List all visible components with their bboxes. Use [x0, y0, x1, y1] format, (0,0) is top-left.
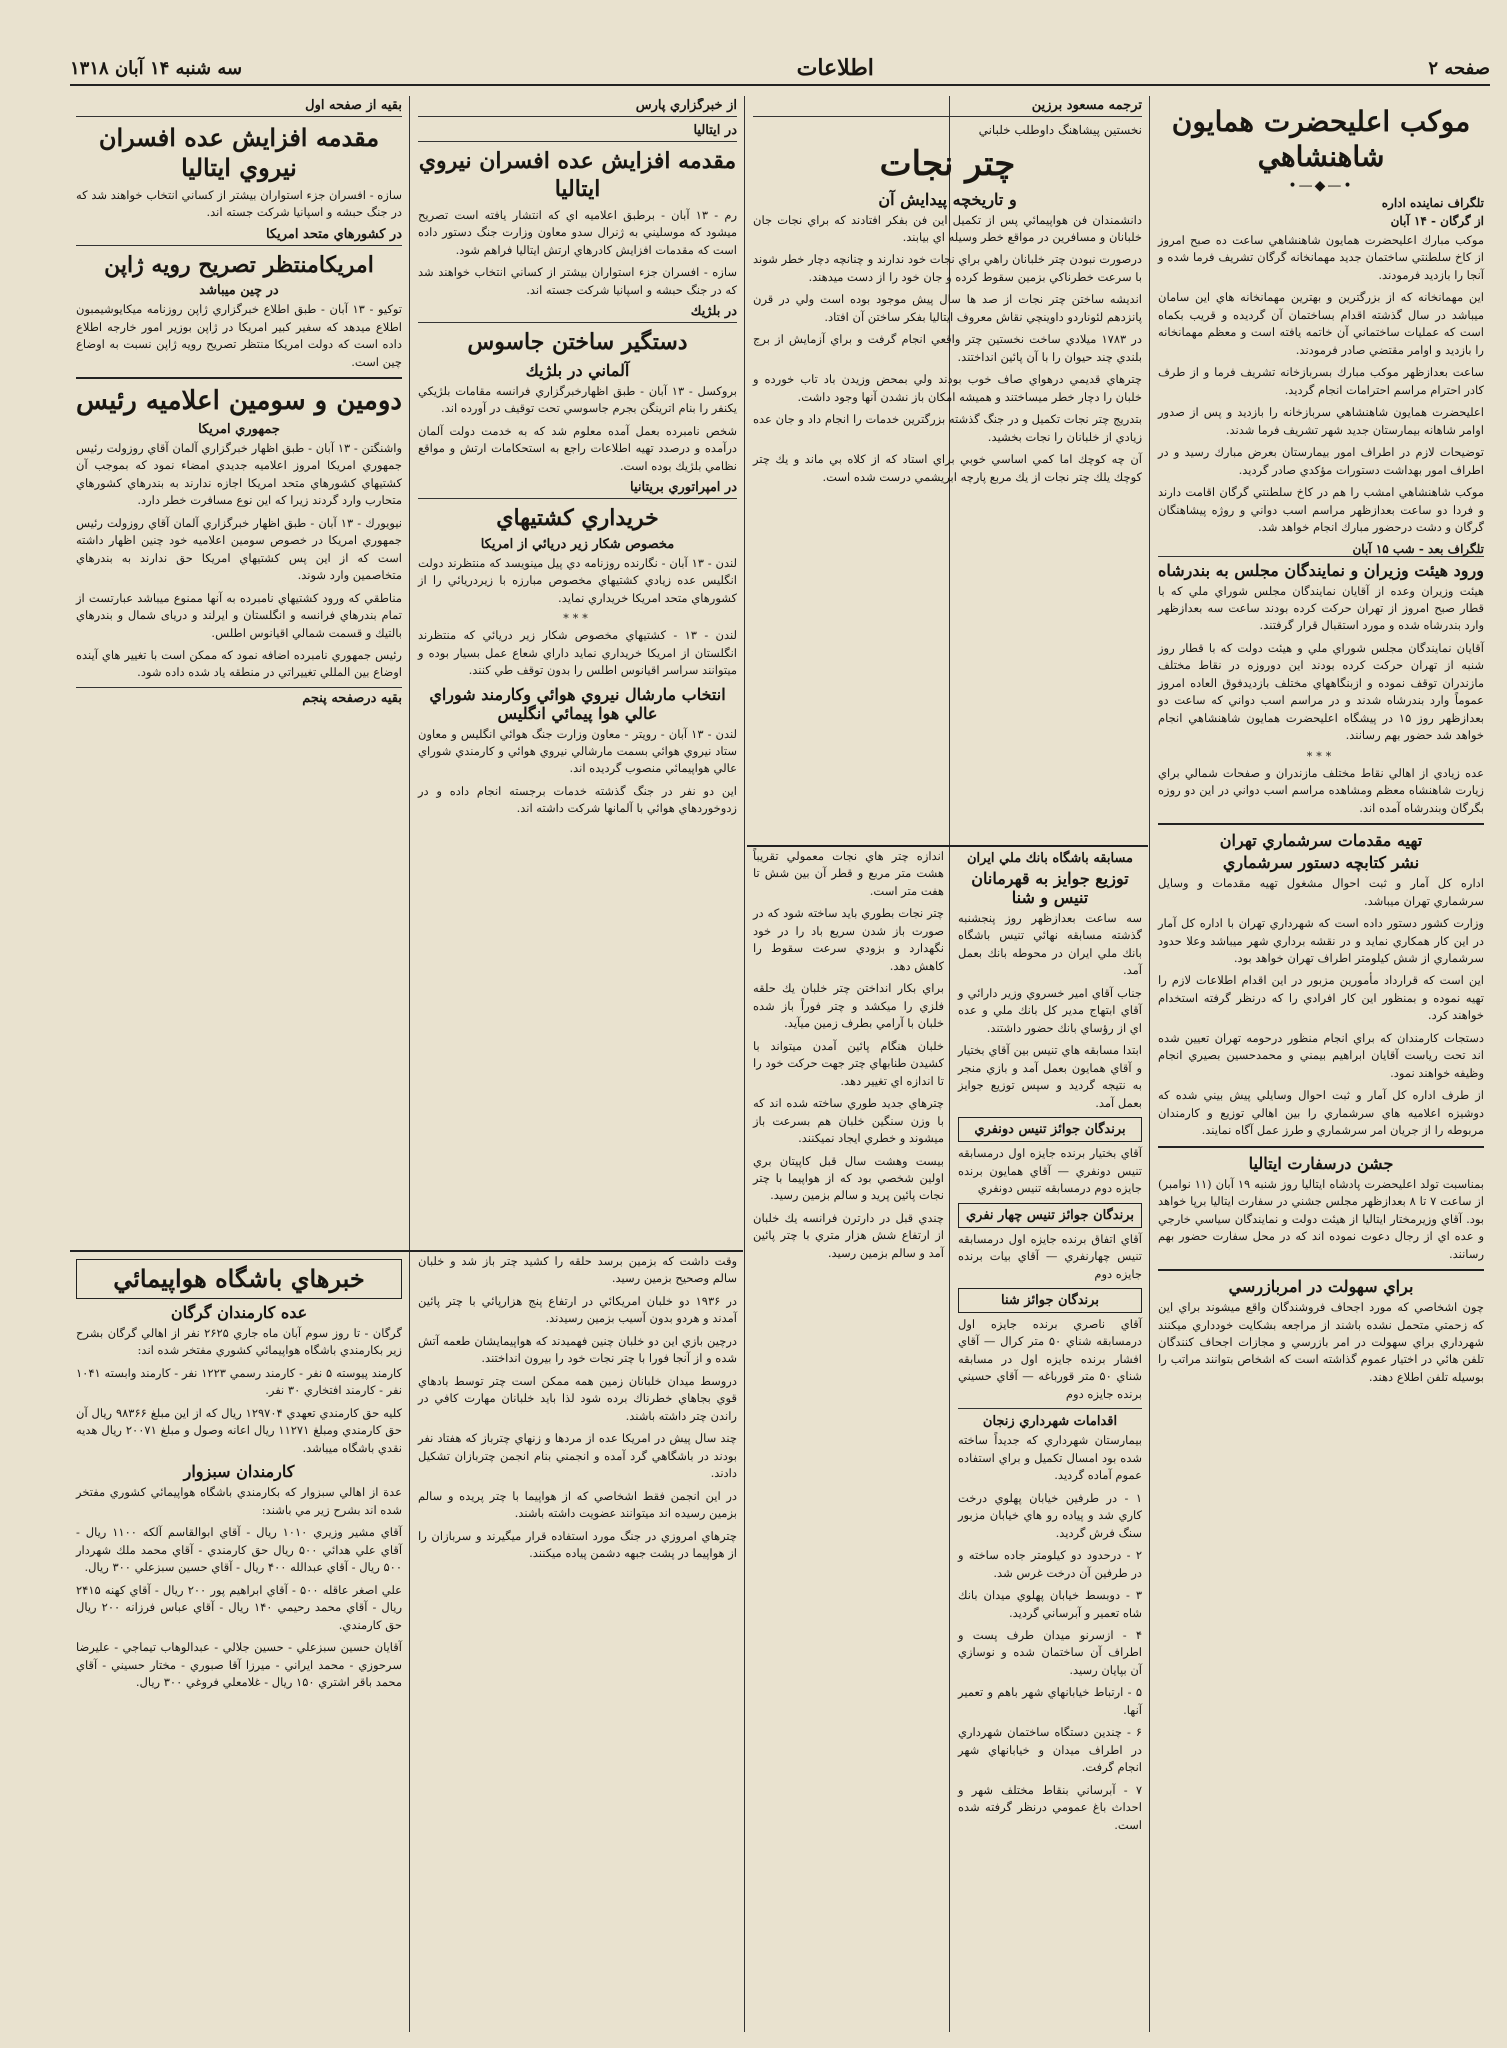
continued-from-front: بقيه از صفحه اول [305, 98, 402, 113]
subheadline-spy-arrest: آلماني در بلژيك [525, 360, 630, 380]
dispatch-dateline: از گرگان - ۱۴ آبان [1390, 214, 1484, 228]
article-paragraph: اين مهمانخانه كه از بزرگترين و بهترين مهمانخانه هاي اين سامان ميباشد در سال گذشته اقدام بساختمان آن گرديده و قريب بكماه است كه عمليات ساختماني آن خاتمه يافته است و معظم مهمانخانه را بازديد و اوامر مقتضي صادر فرمودند. [1158, 290, 1484, 357]
article-paragraph: شخص نامبرده بعمل آمده معلوم شد كه به خدمت دولت آلمان درآمده و درصدد تهيه اطلاعات راجع به استحكامات ارتش و مواقع نظامي بلژيك بوده است. [418, 423, 737, 473]
section-divider [958, 1408, 1142, 1409]
article-paragraph: ۵ - ارتباط خيابانهاي شهر باهم و تعمير آنها. [958, 1685, 1142, 1717]
column-aviation-club [70, 1253, 408, 2032]
article-paragraph: رم - ۱۳ آبان - برطبق اعلاميه اي كه انتشار يافته است تصريح ميشود كه موسليني به ژنرال سدو معاون وزارت جنگ دستور داده است كه مقدمات افزايش كادرهاي ارتش ايتاليا فراهم شود. [418, 208, 737, 257]
winners-list: آقاي بختيار برنده جايزه اول درمسابقه تنيس دونفري — آقاي همايون برنده جايزه دوم درمسابقه تنيس دونفري [958, 1146, 1142, 1196]
article-paragraph: لندن - ۱۳ آبان - نگارنده روزنامه دي پيل مينويسد كه منتظرند دولت انگليس عده زيادي كشتيهاي مخصوص مبارزه با زيردريائي را از كشورهاي متحد امريكا خريداري نمايد. [418, 555, 737, 605]
section-label [418, 123, 737, 142]
headline-royal-procession: موكب اعليحضرت همايون شاهنشاهي [1171, 105, 1471, 173]
article-paragraph: اعليحضرت همايون شاهنشاهي سربازخانه را بازديد و پس از صدور اوامر شاهانه بيمارستان جديد شهر تشريف فرما شدند. [1158, 405, 1484, 437]
section-divider [1158, 823, 1484, 825]
article-paragraph: ساعت بعدازظهر موكب مبارك بسربازخانه تشريف فرما و از طرف كادر احترام مراسم احترامات انجام گرديد. [1158, 365, 1484, 397]
article-paragraph: چند سال پيش در امريكا عده از مردها و زنهاي چترباز كه هفتاد نفر بودند در باشگاهي گرد آمده و انجمني بنام انجمن چتربازان تشكيل دادند. [418, 1431, 737, 1481]
subheadline-bank-club: توزيع جوايز به قهرمانان تنيس و شنا [971, 869, 1129, 907]
article-paragraph: موكب شاهنشاهي امشب را هم در كاخ سلطنتي گرگان اقامت دارند و فردا دو ساعت بعدازظهر مراسم اسب دواني و روژه پيشاهنگان گرگان و دشت درحضور مبارك انجام خواهد شد. [1158, 485, 1484, 535]
article-paragraph: نيويورك - ۱۳ آبان - طبق اظهار خبرگزاري آلمان آقاي روزولت رئيس جمهوري امريكا در خصوص سومين اعلاميه خود چنين اظهار داشته است كه از اين پس كشتيهاي امريكا حق ندارند به بندرهاي متخاصمين وارد شوند. [76, 515, 402, 583]
article-paragraph: عده زيادي از اهالي نقاط مختلف مازندران و صفحات شمالي براي زيارت شاهنشاه معظم ومشاهده مراسم اسب دواني در اين دو روزه بگرگان وبندرشاه آمده اند. [1158, 765, 1484, 815]
article-paragraph: آن چه كوچك اما كمي اساسي خوبي براي استاد كه از كلاه بي ماند و يك چتر كوچك يلك چتر نجات از يك مربع پارچه ابريشمي درست شده است. [753, 452, 1142, 484]
news-agency-label [418, 98, 737, 117]
article-paragraph: ۱ - در طرفين خيابان پهلوي درخت كاري شد و پياده رو هاي خيابان مزبور سنگ فرش گرديد. [958, 1490, 1142, 1540]
subheadline-parachute: و تاريخچه پيدايش آن [878, 189, 1017, 209]
headline-air-marshal: انتخاب مارشال نيروي هوائي وكارمند شوراي عالي هوا پيمائي انگليس [429, 684, 726, 723]
headline-aviation-club: خبرهاي باشگاه هواپيمائي [76, 1259, 402, 1299]
column-parachute-part2 [412, 1253, 743, 2032]
article-paragraph: موكب مبارك اعليحضرت همايون شاهنشاهي ساعت ده صبح امروز از كاخ سلطنتي ساختمان جديد مهمانخانه گرگان تشريف فرما شده و آنجا را بازديد فرمودند. [1158, 233, 1484, 282]
article-kicker: نخستين پيشاهنگ داوطلب خلباني [978, 123, 1142, 137]
section-divider [1158, 1146, 1484, 1148]
article-paragraph: سازه - افسران جزء استواران بيشتر از كساني انتخاب خواهند شد كه در جنگ حبشه و اسپانيا شركت جسته اند. [76, 188, 402, 220]
article-paragraph: واشنگتن - ۱۳ آبان - طبق اظهار خبرگزاري آلمان آقاي روزولت رئيس جمهوري امريكا امروز اعلاميه جديدي امضاء نمود كه بموجب آن كشتيهاي كشورهاي متحد امريكا اجازه ندارند به بندرهاي كشورهاي متحارب وارد گردند زيرا كه اين نوع مسافرت خطر دارد. [76, 440, 402, 508]
article-paragraph: لندن - ۱۳ - كشتيهاي مخصوص شكار زير دريائي كه منتظرند انگلستان از امريكا خريداري نمايد داراي شعاع عمل بسيار بوده و ميتوانند سراسر اقيانوس اطلس را بدون توقف طي كنند. [418, 628, 738, 678]
article-paragraph: ۷ - آبرساني بنقاط مختلف شهر و احداث باغ عمومي درنظر گرفته شده است. [958, 1782, 1142, 1832]
article-paragraph: توضيحات لازم در اطراف امور بيمارستان بعرض مبارك رسيد و در اطراف امور بهداشت دستورات مؤكدي صادر گرديد. [1158, 445, 1484, 477]
news-agency-name: از خبرگزاري پارس [635, 98, 737, 113]
headline-bank-club: مسابقه باشگاه بانك ملي ايران [966, 851, 1134, 866]
column-rule [1149, 96, 1150, 2032]
column-parachute-continued [747, 848, 950, 2032]
article-paragraph: چون اشخاصي كه مورد اجحاف فروشندگان واقع ميشوند براي اين كه زحمتي متحمل نشده باشند از مراجعه بشكايت خودداري ميكنند شهرداري براي سهولت در امر بازرسي و مجازات اجحاف كنندگان تلفن هائي در اختيار عموم گذاشته است كه اشخاص بتوانند مراتب را بوسيله تلفن اطلاع دهند. [1158, 1300, 1484, 1384]
section-stars: *** [563, 612, 592, 626]
horizontal-rule [70, 1250, 743, 1252]
subheadline-ship-purchase: مخصوص شكار زير دريائي از امريكا [480, 536, 675, 552]
article-paragraph: در اين انجمن فقط اشخاصي كه از هواپيما با چتر پريده و سالم بزمين رسيده اند ميتوانند عضويت داشته باشند. [418, 1488, 737, 1521]
section-label [418, 304, 737, 323]
column-royal-procession [1152, 98, 1490, 2032]
continued-label [76, 687, 402, 709]
section-divider [76, 377, 402, 379]
article-paragraph: ۶ - چندين دستگاه ساختمان شهرداري در اطراف ميدان و خيابانهاي شهر انجام گرفت. [958, 1725, 1142, 1775]
article-paragraph: توكيو - ۱۳ آبان - طبق اطلاع خبرگزاري ژاپن روزنامه ميكايوشيمبون اطلاع ميدهد كه سفير كبير امريكا در ژاپن بوزير امور خارجه اطلاع داده است كه دولت امريكا منتظر تصريح رويه ژاپن نسبت به اوضاع چين است. [76, 302, 402, 369]
headline-doubles-winners: برندگان جوائز تنيس دونفري [958, 1117, 1142, 1142]
ornament-divider: •—◆—• [1288, 178, 1354, 194]
dispatch-label: تلگراف نماينده اداره [1381, 196, 1484, 210]
section-belgium: در بلژيك [690, 304, 737, 320]
subheadline-roosevelt-proclamation: جمهوري امريكا [198, 421, 280, 437]
headline-swim-winners: برندگان جوائز شنا [958, 1288, 1142, 1313]
article-paragraph: اين است كه قرارداد مأمورين مزبور در اين اقدام اطلاعات لازم را تهيه نموده و بمنظور اين كار افرادي را كه درنظر گرفته استخدام خواهند كرد. [1158, 973, 1484, 1023]
article-paragraph: گرگان - تا روز سوم آبان ماه جاري ۲۶۲۵ نفر از اهالي گرگان بشرح زير بكارمندي باشگاه هواپيمائي كشوري مفتخر شده اند: [76, 1326, 403, 1358]
horizontal-rule [747, 845, 1148, 847]
column-bank-club [952, 848, 1148, 2032]
article-paragraph: درصورت نبودن چتر خلبانان راهي براي نجات خود ندارند و چنانچه دچار خطر شوند با سرعت خطرناكي بزمين سقوط كرده و جان خود را از دست ميدهند. [753, 252, 1142, 284]
continued-on-page5: بقيه درصفحه پنجم [302, 690, 402, 706]
column-usa-news [70, 98, 408, 1248]
article-paragraph: خلبان هنگام پائين آمدن ميتواند با كشيدن طنابهاي چتر جهت حركت خود را تا اندازه اي تغيير دهد. [753, 1038, 944, 1088]
newspaper-page [70, 52, 1490, 2032]
article-paragraph: بروكسل - ۱۳ آبان - طبق اظهارخبرگزاري فرانسه مقامات بلژيكي يكنفر را بنام اترينگن بجرم جاسوسي تحت توقيف در آورده اند. [418, 383, 737, 416]
article-paragraph: چترهاي جديد طوري ساخته شده اند كه با وزن سنگين خلبان هم بسرعت باز ميشوند و خطري ايجاد نميكنند. [753, 1096, 944, 1146]
headline-zanjan-municipality: اقدامات شهرداري زنجان [982, 1414, 1118, 1430]
headline-usa-japan: امريكامنتظر تصريح رويه ژاپن [104, 251, 374, 278]
section-label [76, 227, 402, 246]
translator-name: ترجمه مسعود برزين [1031, 98, 1142, 113]
headline-gorgan-members: عده كارمندان گرگان [170, 1303, 308, 1322]
headline-inspection: براي سهولت در امربازرسي [1228, 1277, 1414, 1297]
article-paragraph: بتدريج چتر نجات تكميل و در جنگ گذشته بزرگترين خدمات را انجام داد و جان عده زيادي از خلبانان را نجات بخشيد. [753, 412, 1142, 444]
article-paragraph: دستجات كارمندان كه براي انجام منظور درحومه تهران تعيين شده اند تحت رياست آقايان ابراهيم بيمني و محمدحسين بصيري انجام وظيفه خواهند نمود. [1158, 1030, 1484, 1080]
article-paragraph: بيست وهشت سال قبل كاپيتان بري اولين شخصي بود كه از هواپيما با چتر نجات پائين پريد و سالم بزمين رسيد. [753, 1153, 944, 1203]
article-paragraph: ۲ - درحدود دو كيلومتر جاده ساخته و در طرفين آن درخت غرس شد. [958, 1548, 1142, 1580]
headline-italy-embassy: جشن درسفارت ايتاليا [1248, 1153, 1394, 1173]
article-paragraph: علي اصغر عاقله ۵۰۰ - آقاي ابراهيم پور ۲۰۰ ريال - آقاي كهنه ۲۴۱۵ ريال - آقاي محمد رحيمي ۱۴۰ ريال - آقاي عباس فرزانه ۲۰۰ ريال حق كارمندي. [76, 1582, 403, 1632]
article-paragraph: چترهاي امروزي در جنگ مورد استفاده قرار ميگيرند و سربازان را از هواپيما در پشت جبهه دشمن پياده ميكنند. [418, 1528, 737, 1561]
dispatch-label: تلگراف بعد - شب ۱۵ آبان [1158, 542, 1484, 557]
section-italy: در ايتاليا [693, 123, 737, 138]
headline-census: تهيه مقدمات سرشماري تهران [1219, 831, 1423, 851]
article-paragraph: هيئت وزيران وعده از آقايان نمايندگان مجلس شوراي ملي كه با قطار صبح امروز از تهران حركت كرده بودند ساعت سه بعدازظهر وارد بندرشاه شده و مورد استقبال قرار گرفتند. [1158, 583, 1484, 633]
article-paragraph: كارمند پيوسته ۵ نفر - كارمند رسمي ۱۲۲۳ نفر - كارمند وابسته ۱۰۴۱ نفر - كارمند افتخاري ۳۰ نفر. [76, 1365, 402, 1398]
article-paragraph: آقاي مشير وزيري ۱۰۱۰ ريال - آقاي ابوالقاسم آلكه ۱۱۰۰ ريال - آقاي علي هدائي ۵۰۰ ريال حق كارمندي - آقاي محمد ملك شهردار ۵۰۰ ريال - آقاي عبدالله ۴۰۰ ريال - آقاي حسين سبزعلي ۳۰۰ ريال. [76, 1525, 403, 1575]
column-parachute [747, 98, 1148, 843]
article-paragraph: در ۱۹۳۶ دو خلبان امريكائي در ارتفاع پنج هزارپائي با چتر پائين آمدند و هردو بدون آسيب بزمين رسيدند. [418, 1293, 737, 1326]
article-paragraph: آقايان نمايندگان مجلس شوراي ملي و هيئت دولت كه با قطار روز شنبه از تهران حركت كرده بودند اين دوروزه در نقاط مختلف مازندران توقف نموده و ازبنگاههاي مختلف بازديدفوق العاده امروز عموماً وارد بندرشاه شدند و در مراسم اسب دواني كه ساعت دو بعدازظهر روز ۱۵ در پيشگاه اعليحضرت همايون شاهنشاهي انجام خواهد شد حضور بهم رسانند. [1158, 640, 1485, 743]
section-label [418, 480, 737, 499]
article-paragraph: اداره كل آمار و ثبت احوال مشغول تهيه مقدمات و وسايل سرشماري تهران ميباشد. [1158, 876, 1484, 908]
headline-fours-winners: برندگان جوائز تنيس چهار نفري [958, 1203, 1142, 1228]
column-rule [744, 96, 745, 2032]
article-paragraph: براي بكار انداختن چتر خلبان يك حلقه فلزي را ميكشد و چتر فوراً باز شده خلبان با آرامي بطرف زمين ميآيد. [753, 981, 944, 1031]
page-number: صفحه ۲ [1428, 57, 1490, 79]
section-britain: در امپراتوري بريتانيا [630, 480, 737, 496]
article-paragraph: ۳ - دوبسط خيابان پهلوي ميدان بانك شاه تعمير و آبرساني گرديد. [958, 1588, 1142, 1620]
subheadline-census: نشر كتابچه دستور سرشماري [1222, 853, 1420, 873]
article-paragraph: ۴ - ازسرنو ميدان طرف پست و اطراف آن ساختمان شده و نوسازي آن بپايان رسيد. [958, 1628, 1142, 1677]
issue-date: سه شنبه ۱۴ آبان ۱۳۱۸ [70, 57, 243, 79]
column-rule [409, 96, 410, 2032]
article-paragraph: درچين بازي اين دو خلبان چنين فهميدند كه هواپيمايشان طعمه آتش شده و از آنجا فورا با چتر نجات خود را بيرون انداختند. [418, 1333, 737, 1366]
article-paragraph: وقت داشت كه بزمين برسد حلقه را كشيد چتر باز شد و خلبان سالم وصحيح بزمين رسيد. [418, 1254, 737, 1286]
section-divider [1158, 1269, 1484, 1271]
article-paragraph: جناب آقاي امير خسروي وزير دارائي و آقاي ابتهاج مدير كل بانك ملي و عده اي از رؤساي بانك حضور داشتند. [958, 985, 1142, 1035]
article-paragraph: دانشمندان فن هواپيمائي پس از تكميل اين فن بفكر افتادند كه براي نجات جان خلبانان و مسافرين در مواقع خطر وسيله اي بيابند. [753, 212, 1142, 244]
article-paragraph: مناطقي كه ورود كشتيهاي نامبرده به آنها ممنوع ميباشد عبارتست از تمام بندرهاي فرانسه و انگلستان و ايرلند و دريای شمال و بندرهاي بالتيك و قسمت شمالي اقيانوس اطلس. [76, 590, 402, 640]
article-paragraph: ابتدا مسابقه هاي تنيس بين آقاي بختيار و آقاي همايون بعمل آمد و بازي منجر به نتيجه گرديد و سپس توزيع جوايز بعمل آمد. [958, 1043, 1142, 1110]
winners-list: آقاي ناصري برنده جايزه اول درمسابقه شناي ۵۰ متر كرال — آقاي افشار برنده جايزه اول در مسابقه شناي ۵۰ متر قورباغه — آقاي حسيني برنده جايزه دوم [958, 1316, 1142, 1401]
subheadline-usa-japan: در چين ميباشد [199, 283, 279, 299]
article-paragraph: عدة از اهالي سبزوار كه بكارمندي باشگاه هواپيمائي كشوري مفتخر شده اند بشرح زير مي باشند: [76, 1485, 402, 1517]
article-paragraph: دروسط ميدان خلبانان زمين همه ممكن است چتر توسط بادهاي قوي بجاهاي خطرناك برده شود لذا بايد خلبانان مهارت كافي در راندن چتر داشته باشند. [418, 1373, 737, 1423]
headline-roosevelt-proclamation: دومين و سومين اعلاميه رئيس [76, 386, 402, 417]
article-paragraph: كليه حق كارمندي تعهدي ۱۲۹۷۰۴ ريال كه از اين مبلغ ۹۸۳۶۶ ريال آن حق كارمندي ومبلغ ۱۱۲۷۱ ريال اعانه وصول و مبلغ ۲۰۰۷۱ ريال هديه نقدي باشگاه ميباشد. [76, 1405, 402, 1455]
column-foreign-news [412, 98, 743, 1248]
article-paragraph: اندازه چتر هاي نجات معمولي تقريباً هشت متر مربع و قطر آن بين شش تا هفت متر است. [753, 849, 944, 898]
article-paragraph: چتر نجات بطوري بايد ساخته شود كه در صورت باز شدن سريع باد را در خود نگهدارد و بزودي سرعت سقوط را كاهش دهد. [753, 906, 944, 973]
headline-spy-arrest: دستگير ساختن جاسوس [467, 329, 688, 356]
headline-italy-officers: مقدمه افزايش عده افسران نيروي ايتاليا [418, 148, 737, 202]
headline-ministers-arrival: ورود هيئت وزيران و نمايندگان مجلس به بندرشاه [1158, 560, 1484, 580]
section-stars: *** [1306, 749, 1336, 763]
article-paragraph: وزارت كشور دستور داده است كه شهرداري تهران با اداره كل آمار در اين كار همكاري نمايد و در نقشه برداري شهر ميباشد وعلا حدود سرشماري از شش كيلومتر اطراف تهران خواهد بود. [1158, 916, 1484, 965]
headline-sabzevar-members: كارمندان سبزوار [183, 1462, 295, 1482]
article-paragraph: سازه - افسران جزء استواران بيشتر از كساني انتخاب خواهند شد كه در جنگ حبشه و اسپانيا شركت جسته اند. [418, 265, 737, 297]
article-paragraph: آقايان حسين سبزعلي - حسين جلالي - عبدالوهاب تيماجي - عليرضا سرحوزي - محمد ايراني - ميرزا آقا صبوري - مختار حسيني - آقاي محمد باقر اشتري ۱۵۰ ريال - غلامعلي فروغي ۳۰۰ ريال. [76, 1640, 402, 1689]
headline-italy-officers-cont: مقدمه افزايش عده افسران نيروي ايتاليا [98, 123, 380, 182]
section-usa: در كشورهاي متحد امريكا [265, 226, 402, 242]
article-paragraph: از طرف اداره كل آمار و ثبت احوال وسايلي پيش بيني شده كه دوشيزه اعلاميه هاي سرشماري را بين اهالي توزيع و كارمندان مربوطه را از جريان امر سرشماري و طرز عمل آگاه نمايند. [1158, 1088, 1484, 1138]
article-paragraph: چترهاي قديمي درهواي صاف خوب بودند ولي بمحض وزيدن باد تاب خورده و خلبان را دچار خطر ميساختند و هميشه امكان باز نشدن آنها وجود داشت. [753, 372, 1142, 404]
article-paragraph: اين دو نفر در جنگ گذشته خدمات برجسته انجام داده و در زدوخوردهاي هوائي با آلمانها شركت داشته اند. [418, 783, 737, 816]
winners-list: آقاي اتفاق برنده جايزه اول درمسابقه تنيس چهارنفري — آقاي بيات برنده جايزه دوم [958, 1231, 1142, 1281]
article-paragraph: بيمارستان شهرداري كه جديداً ساخته شده بود امسال تكميل و براي استفاده عموم آماده گرديد. [958, 1433, 1142, 1483]
article-paragraph: سه ساعت بعدازظهر روز پنجشنبه گذشته مسابقه نهائي تنيس باشگاه بانك ملي ايران در محوطه بانك بعمل آمد. [958, 911, 1142, 978]
article-paragraph: انديشه ساختن چتر نجات از صد ها سال پيش موجود بوده است ولي در قرن پانزدهم لئوناردو داوينچي نقاش معروف ايتاليا بفكر ساختن آن افتاد. [753, 292, 1142, 324]
continued-label [76, 98, 402, 117]
article-paragraph: رئيس جمهوري نامبرده اضافه نمود كه ممكن است با تغيير هاي آينده اوضاع بين المللي تغييراتي در منطقه ياد شده داده شود. [76, 647, 402, 680]
article-paragraph: در ۱۷۸۳ ميلادي ساخت نخستين چتر واقعي انجام گرفت و براي آزمايش از برج بلندي چند حيوان را با آن پائين انداختند. [753, 332, 1142, 364]
article-paragraph: چندي قبل در دارترن فرانسه يك خلبان از ارتفاع شش هزار متري با چتر پائين آمد و سالم بزمين رسيد. [753, 1210, 944, 1260]
masthead [70, 52, 1490, 86]
article-paragraph: لندن - ۱۳ آبان - رويتر - معاون وزارت جنگ هوائي انگليس و معاون ستاد نيروي هوائي بسمت مارشالي نيروي هوائي و كارمندي شوراي عالي هواپيمائي منصوب گرديده اند. [418, 726, 738, 776]
article-paragraph: بمناسبت تولد اعليحضرت پادشاه ايتاليا روز شنبه ۱۹ آبان (۱۱ نوامبر) از ساعت ۷ تا ۸ بعدازظهر مجلس جشني در سفارت ايتاليا برپا خواهد بود. آقاي وزيرمختار ايتاليا از هيئت دولت و نمايندگان سياسي خارجي و عده اي از رجال دعوت نموده اند كه در محل سفارت حضور بهم رسانند. [1158, 1176, 1485, 1261]
headline-parachute: چتر نجات [879, 144, 1016, 184]
newspaper-name: اطلاعات [796, 55, 874, 81]
translator-label [753, 98, 1142, 117]
headline-ship-purchase: خريداري كشتيهاي [496, 505, 659, 532]
